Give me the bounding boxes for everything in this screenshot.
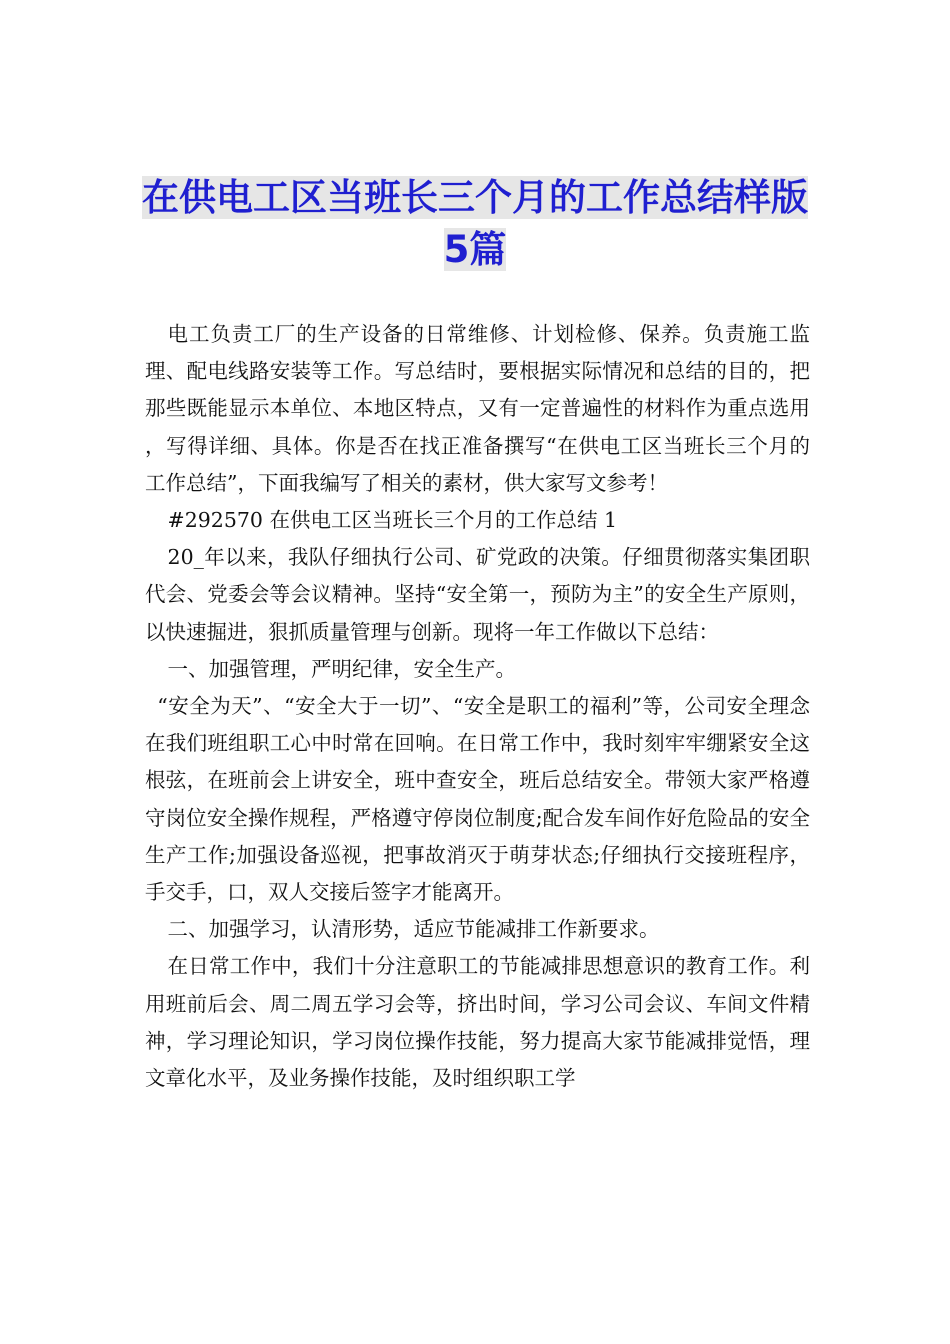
subheading: 一、加强管理，严明纪律，安全生产。 [167,656,517,681]
document-title-text: 在供电工区当班长三个月的工作总结样版5篇 [142,176,808,271]
document-title [140,172,810,276]
body-paragraph: “安全为天”、“安全大于一切”、“安全是职工的福利”等，公司安全理念在我们班组职工心中时常在回响。在日常工作中，我时刻牢牢绷紧安全这根弦，在班前会上讲安全，班中查安全，班后总结安全。带领大家严格遵守岗位安全操作规程，严格遵守停岗位制度;配合发车间作好危险品的安全生产工作;加强设备巡视，把事故消灭于萌芽状态;仔细执行交接班程序，手交手，口，双人交接后签字才能离开。 [145,694,810,905]
section-heading: #292570 在供电工区当班长三个月的工作总结 1 [167,508,618,533]
body-paragraph: 20_年以来，我队仔细执行公司、矿党政的决策。仔细贯彻落实集团职代会、党委会等会议精神。坚持“安全第一，预防为主”的安全生产原则，以快速掘进，狠抓质量管理与创新。现将一年工作做以下总结： [145,545,810,644]
document-body [145,316,810,1097]
body-paragraph: 在日常工作中，我们十分注意职工的节能减排思想意识的教育工作。利用班前后会、周二周五学习会等，挤出时间，学习公司会议、车间文件精神，学习理论知识，学习岗位操作技能，努力提高大家节能减排觉悟，理文章化水平，及业务操作技能，及时组织职工学 [145,954,810,1091]
subheading: 二、加强学习，认清形势，适应节能减排工作新要求。 [167,917,660,942]
intro-paragraph: 电工负责工厂的生产设备的日常维修、计划检修、保养。负责施工监理、配电线路安装等工作。写总结时，要根据实际情况和总结的目的，把那些既能显示本单位、本地区特点，又有一定普遍性的材料作为重点选用 ，写得详细、具体。你是否在找正准备撰写“在供电工区当班长三个月的工作总结”，下面我编写了相关的素材，供大家写文参考！ [145,322,810,495]
